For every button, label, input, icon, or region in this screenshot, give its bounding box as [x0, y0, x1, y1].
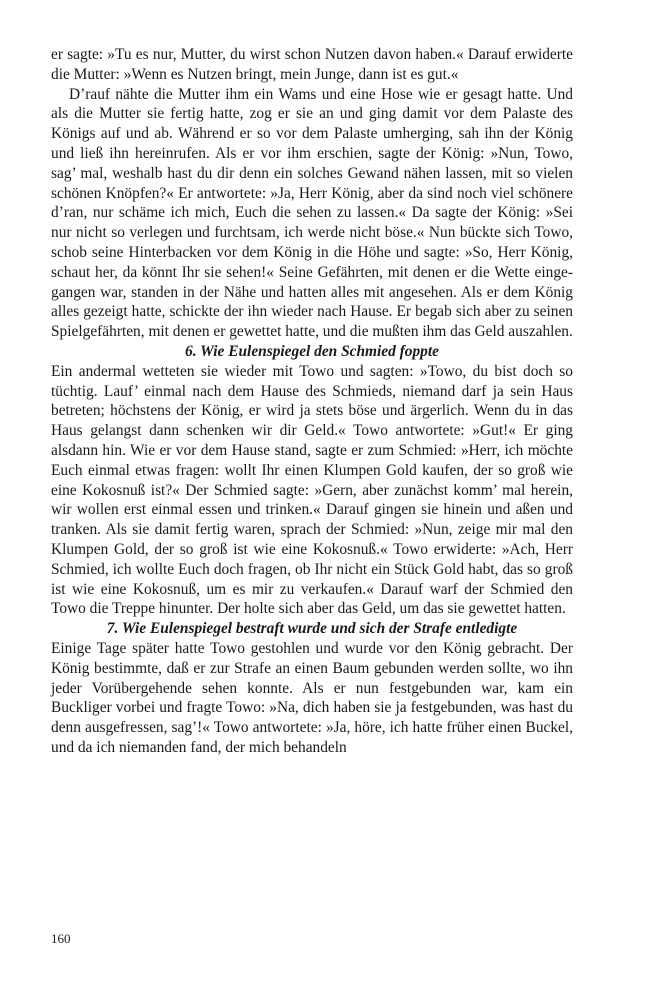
page-body	[51, 45, 573, 758]
paragraph-continuation: er sagte: »Tu es nur, Mutter, du wirst schon Nutzen davon haben.« Darauf erwiderte die Mutter: »Wenn es Nutzen bringt, mein Junge, dann ist es gut.«	[51, 46, 573, 83]
section-heading-7: 7. Wie Eulenspiegel bestraft wurde und sich der Strafe entledigte	[106, 620, 518, 638]
paragraph: Einige Tage später hatte Towo gestohlen und wurde vor den König gebracht. Der König bestimmte, daß er zur Strafe an einen Baum gebunden werden sollte, wo ihn jeder Vorübergehende sehen konnte. Als er nun festgebunden war, kam ein Buckliger vorbei und fragte Towo: »Na, dich haben sie ja festgebunden, was hast du denn ausgefressen, sag’!« Towo antwortete: »Ja, höre, ich hatte früher einen Buckel, und da ich niemanden fand, der mich behandeln	[51, 639, 573, 756]
paragraph: Ein andermal wetteten sie wieder mit Towo und sagten: »Towo, du bist doch so tüchtig. Lauf’ einmal nach dem Hause des Schmieds, niemand darf ja sein Haus betreten; höchstens der König, er wird ja stets böse und ärgerlich. Wenn du in das Haus gelangst dann schenken wir dir Geld.« Towo antwortete: »Gut!« Er ging alsdann hin. Wie er vor dem Hause stand, sagte er zum Schmied: »Herr, ich möchte Euch einmal etwas fragen: wollt Ihr einen Klumpen Gold kaufen, der so groß wie eine Kokosnuß ist?« Der Schmied sagte: »Gern, aber zunächst komm’ mal herein, wir wollen erst einmal essen und trinken.« Darauf gingen sie hinein und aßen und tranken. Als sie damit fertig waren, sprach der Schmied: »Nun, zeige mir mal den Klumpen Gold, der so groß ist wie eine Kokosnuß.« Towo erwiderte: »Ach, Herr Schmied, ich wollte Euch doch fragen, ob Ihr nicht ein Stück Gold habt, das so groß ist wie eine Kokosnuß, um es mir zu verkaufen.« Darauf warf der Schmied den Towo die Treppe hinunter. Der holte sich aber das Geld, um das sie gewettet hatten.	[51, 362, 573, 618]
section-heading-6: 6. Wie Eulenspiegel den Schmied foppte	[185, 342, 439, 360]
page-number: 160	[51, 931, 71, 946]
paragraph: D’rauf nähte die Mutter ihm ein Wams und eine Hose wie er gesagt hatte. Und als die Mutter sie fertig hatte, zog er sie an und ging damit vor dem Palaste des Königs auf und ab. Während er so vor dem Palaste umherging, sah ihn der König und ließ ihn hereinrufen. Als er vor ihm erschien, sagte der König: »Nun, Towo, sag’ mal, weshalb hast du dir denn ein solches Gewand nähen lassen, mit so vielen schönen Knöpfen?« Er antwortete: »Ja, Herr König, aber da sind noch viel schönere d’ran, nur schäme ich mich, Euch die sehen zu lassen.« Da sagte der König: »Sei nur nicht so verlegen und furchtsam, ich werde nicht böse.« Nun bückte sich Towo, schob seine Hinterbacken vor dem König in die Höhe und sagte: »So, Herr König, schaut her, da könnt Ihr sie sehen!« Seine Gefährten, mit denen er die Wette eingegangen war, standen in der Nähe und hatten alles mit angesehen. Als er dem König alles gezeigt hatte, schickte der ihn wieder nach Hause. Er begab sich aber zu seinen Spielgefährten, mit denen er gewettet hatte, und die mußten ihm das Geld auszahlen.	[51, 85, 573, 341]
